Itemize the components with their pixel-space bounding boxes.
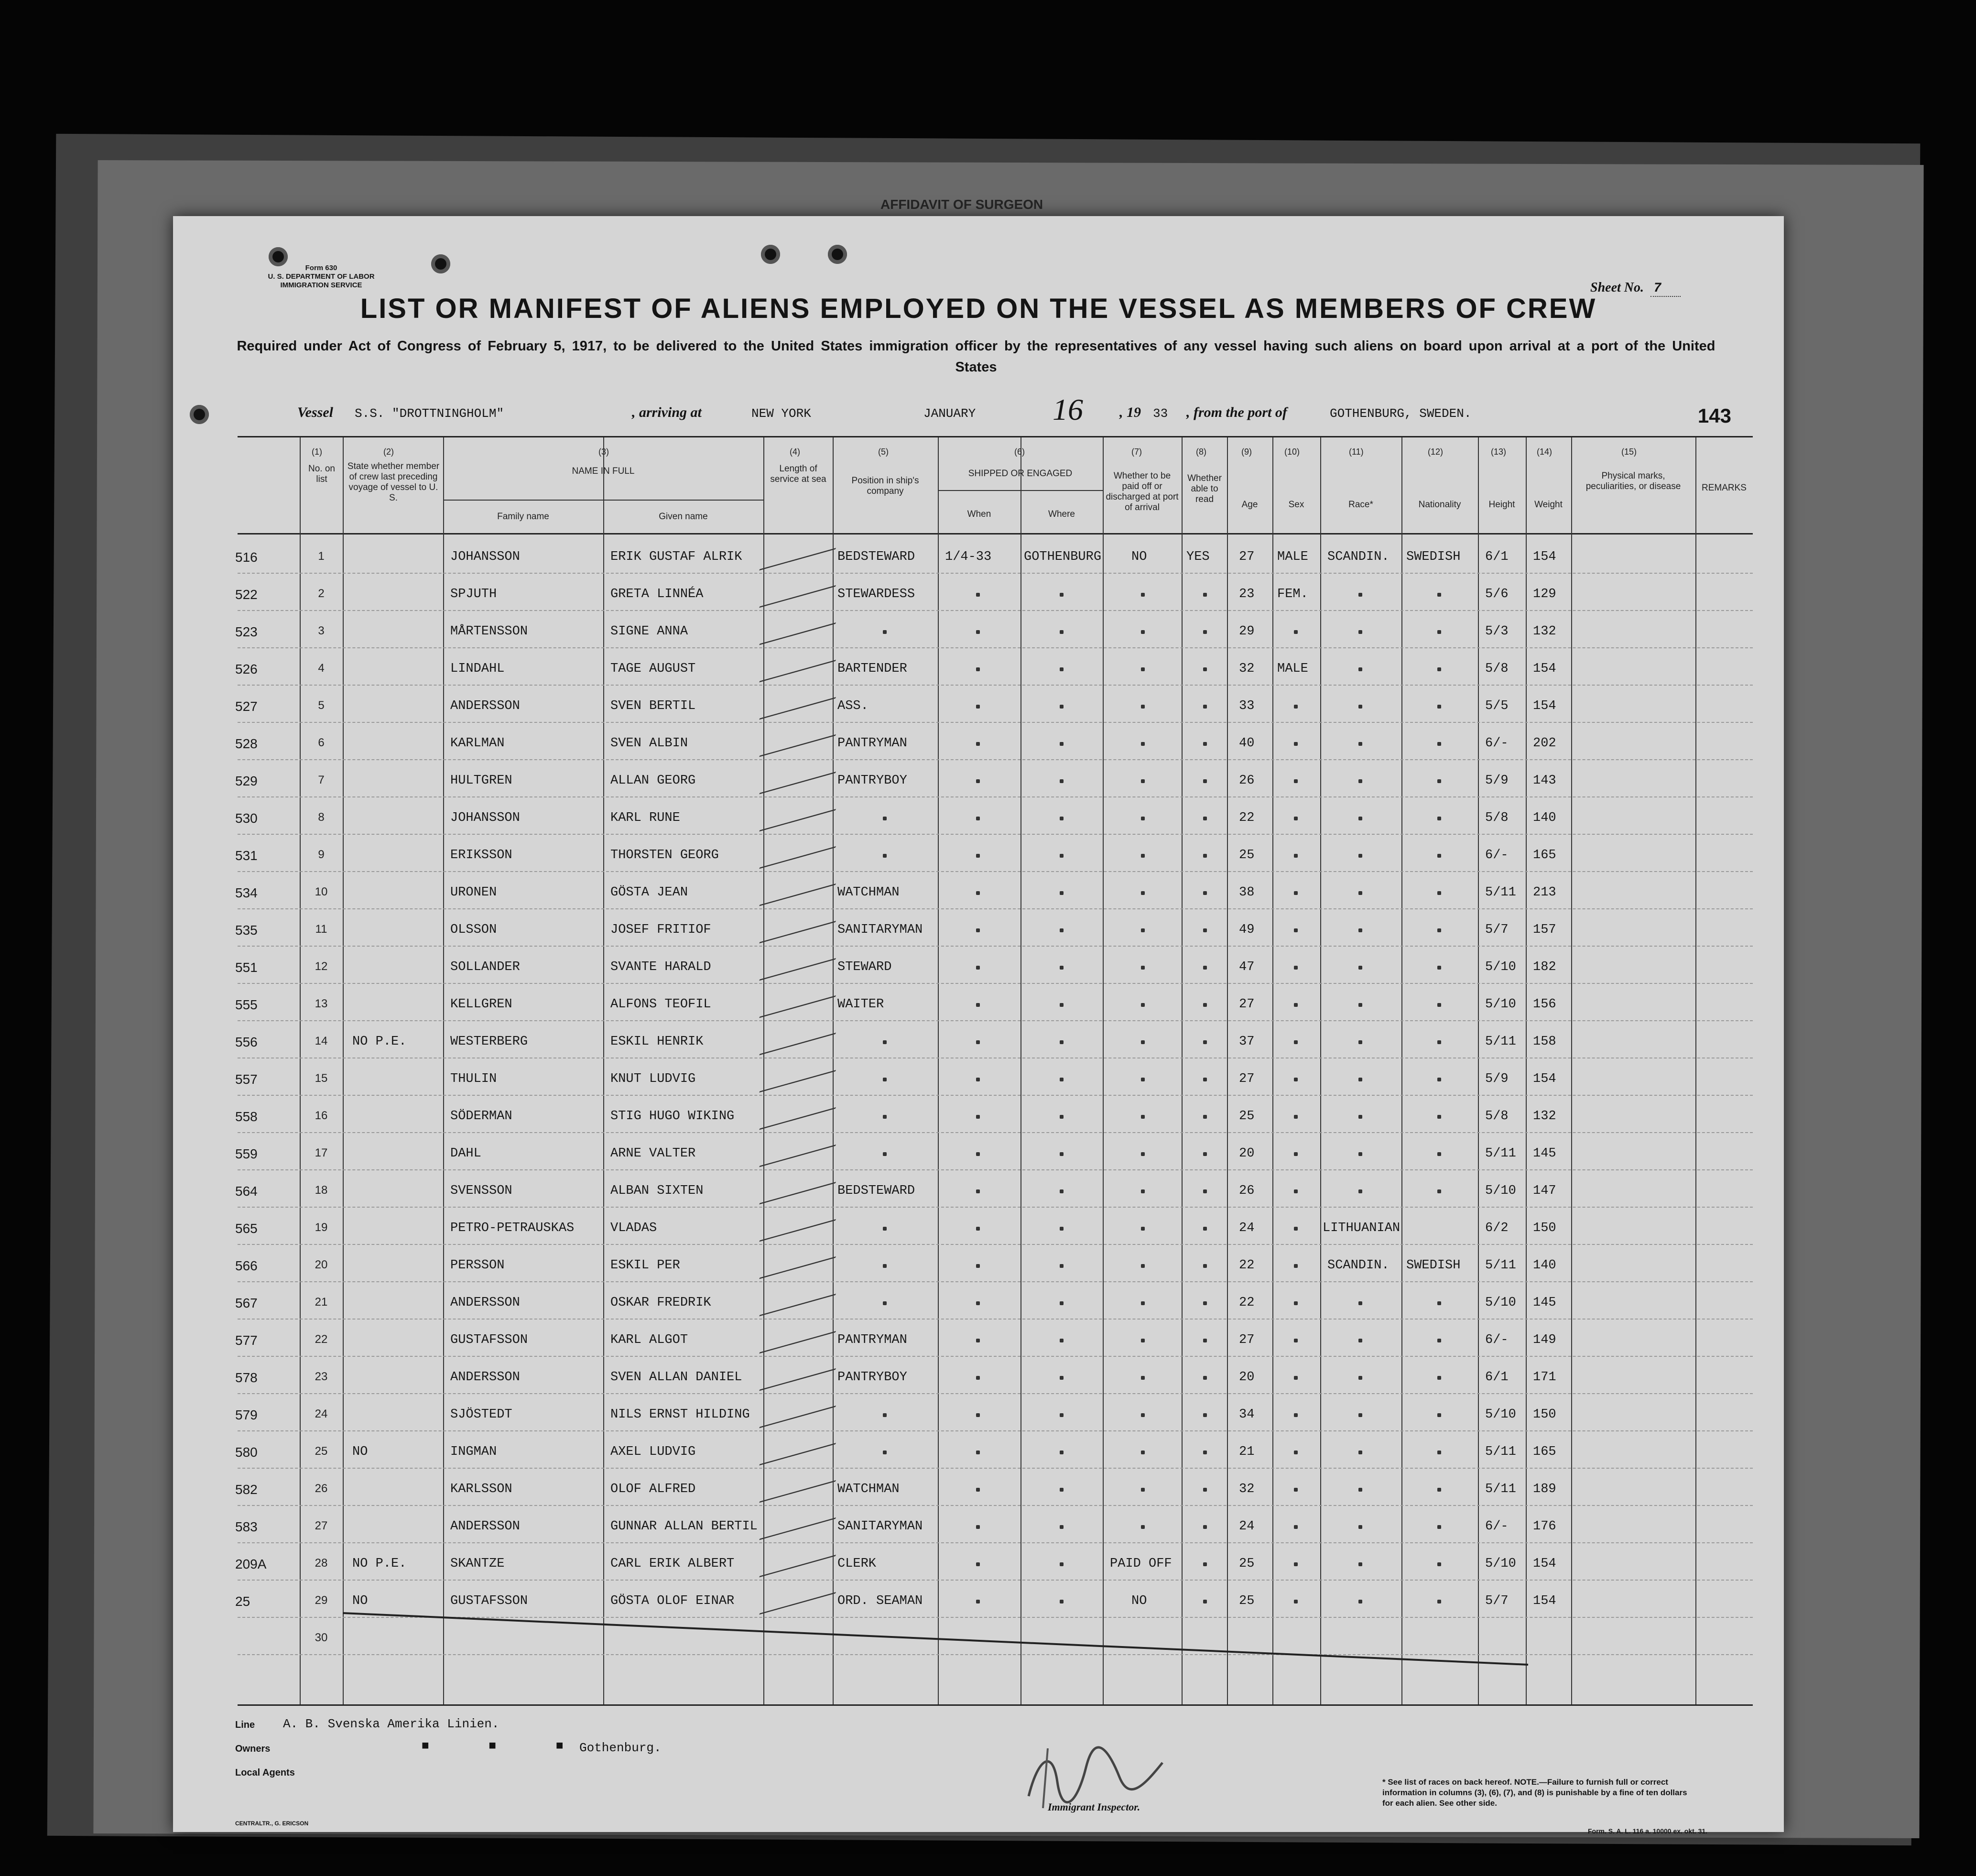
margin-number: 558 xyxy=(235,1109,258,1124)
family-name: SJÖSTEDT xyxy=(450,1407,512,1422)
shipped-when: 1/4-33 xyxy=(945,550,992,564)
row-number: 24 xyxy=(315,1407,328,1420)
family-name: SVENSSON xyxy=(450,1184,512,1198)
form-block: Form 630 U. S. DEPARTMENT OF LABOR IMMIGRATION SERVICE xyxy=(268,264,375,289)
given-name: ALBAN SIXTEN xyxy=(610,1184,704,1198)
height: 6/1 xyxy=(1485,1370,1509,1385)
weight: 176 xyxy=(1533,1519,1556,1534)
nationality: SWEDISH xyxy=(1406,550,1461,564)
weight: 158 xyxy=(1533,1035,1556,1049)
col-header-previous-voyage: State whether member of crew last preceding voyage of vessel to U. S. xyxy=(347,461,440,503)
position: STEWARDESS xyxy=(837,587,915,601)
col-header-when: When xyxy=(967,509,991,519)
position: BARTENDER xyxy=(837,662,907,676)
position: PANTRYMAN xyxy=(837,736,907,751)
family-name: LINDAHL xyxy=(450,662,505,676)
row-number: 14 xyxy=(315,1035,328,1047)
weight: 154 xyxy=(1533,550,1556,564)
margin-number: 551 xyxy=(235,960,258,975)
row-number: 23 xyxy=(315,1370,328,1383)
col-header-nationality: Nationality xyxy=(1418,500,1461,510)
family-name: PETRO-PETRAUSKAS xyxy=(450,1221,575,1235)
race: SCANDIN. xyxy=(1327,550,1390,564)
given-name: SVANTE HARALD xyxy=(610,960,711,974)
given-name: GÖSTA OLOF EINAR xyxy=(610,1594,735,1608)
weight: 157 xyxy=(1533,923,1556,937)
arrival-year: 33 xyxy=(1153,406,1168,421)
given-name: THORSTEN GEORG xyxy=(610,848,719,862)
height: 6/- xyxy=(1485,736,1509,751)
col-header-sex: Sex xyxy=(1288,500,1304,510)
sex: MALE xyxy=(1277,550,1308,564)
position: PANTRYBOY xyxy=(837,774,907,788)
row-number: 10 xyxy=(315,885,328,898)
col-header-family-name: Family name xyxy=(497,512,549,522)
margin-number: 564 xyxy=(235,1184,258,1199)
age: 29 xyxy=(1239,624,1255,639)
height: 5/9 xyxy=(1485,1072,1509,1086)
height: 5/11 xyxy=(1485,1035,1516,1049)
given-name: KNUT LUDVIG xyxy=(610,1072,696,1086)
given-name: GÖSTA JEAN xyxy=(610,885,688,900)
previous-voyage: NO P.E. xyxy=(352,1557,407,1571)
age: 32 xyxy=(1239,662,1255,676)
col-header-weight: Weight xyxy=(1534,500,1563,510)
col-header-paid-off: Whether to be paid off or discharged at port of arrival xyxy=(1106,471,1179,513)
paid-off: PAID OFF xyxy=(1110,1557,1172,1571)
height: 5/10 xyxy=(1485,1407,1516,1422)
margin-number: 25 xyxy=(235,1594,250,1609)
age: 32 xyxy=(1239,1482,1255,1496)
form-code: Form. S. A. L. 116 a. 10000 ex. okt. 31. xyxy=(1588,1827,1708,1835)
crew-table: (1) No. on list (2) State whether member of crew last preceding voyage of vessel to U. S. (3) NAME IN FULL Family name Given name (4) Length of service at sea (5) Position in ship's company (6) SHIPPED OR ENGAGED When Where (7) Whether to be paid off or discharged at port of arrival (8) Whether able to read (9) Age (10) Sex (11) Race* (12) Nationality (13) Height (14) Weight (15) Physical marks, peculiarities, or disease REMARKS 516 1 JOHANSSON ERIK GUSTAF ALRIK BEDSTEWARD 1/4-33 GOTHENBURG NO YES 27 MALE SCANDIN. SWEDISH 6/1 154 522 2 SPJUTH GRETA LINNÉA STEWARDESS 23 FEM. 5/6 129 523 3 MÅRTENSSON SIGNE ANNA 29 5/3 132 526 4 LINDAHL TAGE AUGUST BARTENDER 32 MALE 5/8 154 527 5 ANDERSSON SVEN BERTIL ASS. 33 5/5 154 528 6 KARLMAN SVEN ALBIN PANTRYMAN 40 6/- 202 529 7 HULTGREN ALLAN GEORG PANTRYBOY 26 5/9 143 530 8 JOHANSSON KARL RUNE 22 5/8 140 531 9 ERIKSSON THORSTEN GEORG 25 6/- 165 534 10 URONEN GÖSTA JEAN WATCHMAN 38 5/11 213 535 11 OLSSON JOSEF FRITIOF SANITARYMAN 49 5/7 157 551 12 SOLLANDER SVANTE HARALD STEWARD 47 5/10 182 555 13 KELLGREN ALFONS TEOFIL WAITER 27 5/10 156 556 14 NO P.E. WESTERBERG ESKIL HENRIK 37 5/11 158 557 15 THULIN KNUT LUDVIG 27 5/9 154 558 16 SÖDERMAN STIG HUGO WIKING 25 5/8 132 559 17 DAHL ARNE VALTER 20 5/11 145 564 18 SVENSSON ALBAN SIXTEN BEDSTEWARD 26 5/10 147 565 19 PETRO-PETRAUSKAS VLADAS 24 LITHUANIAN 6/2 150 566 20 PERSSON ESKIL PER 22 SCANDIN. SWEDISH 5/11 140 567 21 ANDERSSON OSKAR FREDRIK 22 5/10 145 577 22 GUSTAFSSON KARL ALGOT PANTRYMAN 27 6/- 149 578 23 ANDERSSON SVEN ALLAN DANIEL PANTRYBOY 20 6/1 171 579 24 SJÖSTEDT NILS ERNST HILDING 34 5/10 150 580 25 NO INGMAN AXEL LUDVIG 21 5/11 165 582 26 KARLSSON OLOF ALFRED WATCHMAN 32 5/11 189 583 27 ANDERSSON GUNNAR ALLAN BERTIL SANITARYMAN 24 6/- 176 209A 28 NO P.E. SKANTZE CARL ERIK ALBERT CLERK PAID OFF 25 5/10 154 25 29 NO GUSTAFSSON GÖSTA OLOF EINAR ORD. SEAMAN NO 25 5/7 154 30 xyxy=(238,436,1753,1706)
given-name: CARL ERIK ALBERT xyxy=(610,1557,735,1571)
weight: 145 xyxy=(1533,1296,1556,1310)
row-number: 26 xyxy=(315,1482,328,1495)
given-name: OSKAR FREDRIK xyxy=(610,1296,711,1310)
height: 5/8 xyxy=(1485,811,1509,825)
row-number: 7 xyxy=(318,774,325,786)
row-number: 6 xyxy=(318,736,325,749)
sex: MALE xyxy=(1277,662,1308,676)
age: 20 xyxy=(1239,1146,1255,1161)
family-name: JOHANSSON xyxy=(450,811,520,825)
margin-number: 557 xyxy=(235,1072,258,1087)
position: BEDSTEWARD xyxy=(837,1184,915,1198)
height: 6/2 xyxy=(1485,1221,1509,1235)
family-name: ANDERSSON xyxy=(450,1370,520,1385)
row-number: 27 xyxy=(315,1519,328,1532)
arrival-month: JANUARY xyxy=(923,406,976,421)
position: STEWARD xyxy=(837,960,892,974)
margin-number: 559 xyxy=(235,1146,258,1161)
family-name: ERIKSSON xyxy=(450,848,512,862)
punch-hole xyxy=(431,254,450,273)
family-name: KELLGREN xyxy=(450,997,512,1012)
weight: 150 xyxy=(1533,1221,1556,1235)
nationality: SWEDISH xyxy=(1406,1258,1461,1273)
row-number: 2 xyxy=(318,587,325,600)
shipped-where: GOTHENBURG xyxy=(1024,550,1102,564)
row-number: 3 xyxy=(318,624,325,637)
height: 6/1 xyxy=(1485,550,1509,564)
height: 5/11 xyxy=(1485,1258,1516,1273)
weight: 213 xyxy=(1533,885,1556,900)
age: 27 xyxy=(1239,550,1255,564)
shipping-line: A. B. Svenska Amerika Linien. xyxy=(283,1717,499,1731)
margin-number: 555 xyxy=(235,997,258,1012)
paid-off: NO xyxy=(1131,550,1147,564)
age: 22 xyxy=(1239,811,1255,825)
punch-hole xyxy=(828,245,847,264)
manifest-number: 143 xyxy=(1697,404,1731,427)
family-name: SPJUTH xyxy=(450,587,497,601)
age: 27 xyxy=(1239,1333,1255,1347)
col-header-remarks: REMARKS xyxy=(1702,483,1747,493)
row-number: 21 xyxy=(315,1296,328,1309)
height: 5/5 xyxy=(1485,699,1509,713)
weight: 156 xyxy=(1533,997,1556,1012)
footnote: * See list of races on back hereof. NOTE.—Failure to furnish full or correct information in columns (3), (6), (7), and (8) is punishable by a fine of ten dollars for each alien. See other side. xyxy=(1382,1778,1687,1808)
family-name: SOLLANDER xyxy=(450,960,520,974)
age: 21 xyxy=(1239,1445,1255,1459)
margin-number: 534 xyxy=(235,885,258,900)
margin-number: 523 xyxy=(235,624,258,639)
weight: 140 xyxy=(1533,811,1556,825)
given-name: VLADAS xyxy=(610,1221,657,1235)
family-name: KARLMAN xyxy=(450,736,505,751)
age: 22 xyxy=(1239,1296,1255,1310)
given-name: OLOF ALFRED xyxy=(610,1482,696,1496)
weight: 154 xyxy=(1533,1072,1556,1086)
punch-hole xyxy=(269,247,288,266)
age: 23 xyxy=(1239,587,1255,601)
weight: 165 xyxy=(1533,1445,1556,1459)
row-number: 17 xyxy=(315,1146,328,1159)
age: 34 xyxy=(1239,1407,1255,1422)
row-number: 15 xyxy=(315,1072,328,1085)
margin-number: 528 xyxy=(235,736,258,751)
age: 38 xyxy=(1239,885,1255,900)
row-number: 28 xyxy=(315,1557,328,1570)
col-header-no: No. on list xyxy=(308,464,335,484)
family-name: KARLSSON xyxy=(450,1482,512,1496)
age: 26 xyxy=(1239,774,1255,788)
margin-number: 516 xyxy=(235,550,258,565)
age: 40 xyxy=(1239,736,1255,751)
given-name: JOSEF FRITIOF xyxy=(610,923,711,937)
margin-number: 530 xyxy=(235,811,258,826)
height: 5/7 xyxy=(1485,1594,1509,1608)
position: SANITARYMAN xyxy=(837,1519,923,1534)
weight: 182 xyxy=(1533,960,1556,974)
row-number: 11 xyxy=(315,923,327,936)
weight: 189 xyxy=(1533,1482,1556,1496)
margin-number: 535 xyxy=(235,923,258,938)
height: 5/8 xyxy=(1485,662,1509,676)
footer: Line A. B. Svenska Amerika Linien. Owners ■ ■ ■ Gothenburg. Local Agents Immigrant Inspector. * See list of races on back hereof. NOTE.—Failure to furnish full or correct information in columns (3), (6), (7), and (8) is punishable by a fine of ten dollars for each alien. See other side. CENTRALTR., G. ERICSON Form. S. A. L. 116 a. 10000 ex. okt. 31. xyxy=(235,1717,1708,1835)
printer-imprint: CENTRALTR., G. ERICSON xyxy=(235,1820,309,1827)
given-name: STIG HUGO WIKING xyxy=(610,1109,735,1123)
weight: 154 xyxy=(1533,662,1556,676)
weight: 140 xyxy=(1533,1258,1556,1273)
col-header-where: Where xyxy=(1048,509,1075,519)
sex: FEM. xyxy=(1277,587,1308,601)
col-header-able-to-read: Whether able to read xyxy=(1187,473,1222,504)
vessel-line: Vessel S.S. "DROTTNINGHOLM" , arriving at NEW YORK JANUARY 16 , 19 33 , from the port of GOTHENBURG, SWEDEN. 143 xyxy=(297,393,1731,427)
age: 20 xyxy=(1239,1370,1255,1385)
page-subtitle: Required under Act of Congress of February 5, 1917, to be delivered to the United States immigration officer by the representatives of any vessel having such aliens on board upon arrival at a port of the United States xyxy=(237,338,1715,375)
given-name: ALLAN GEORG xyxy=(610,774,696,788)
row-number: 13 xyxy=(315,997,328,1010)
col-header-age: Age xyxy=(1241,500,1258,510)
given-name: KARL RUNE xyxy=(610,811,680,825)
closing-line xyxy=(238,437,1753,1704)
weight: 129 xyxy=(1533,587,1556,601)
margin-number: 578 xyxy=(235,1370,258,1385)
col-header-shipped: SHIPPED OR ENGAGED xyxy=(968,469,1073,479)
margin-number: 209A xyxy=(235,1557,267,1571)
margin-number: 567 xyxy=(235,1296,258,1310)
family-name: GUSTAFSSON xyxy=(450,1594,528,1608)
age: 47 xyxy=(1239,960,1255,974)
inspector-label: Immigrant Inspector. xyxy=(1048,1801,1140,1813)
age: 24 xyxy=(1239,1221,1255,1235)
previous-voyage: NO xyxy=(352,1445,368,1459)
given-name: SVEN BERTIL xyxy=(610,699,696,713)
family-name: ANDERSSON xyxy=(450,1519,520,1534)
margin-number: 566 xyxy=(235,1258,258,1273)
col-header-name: NAME IN FULL xyxy=(572,466,635,476)
paid-off: NO xyxy=(1131,1594,1147,1608)
punch-hole xyxy=(190,405,209,424)
height: 5/8 xyxy=(1485,1109,1509,1123)
height: 5/10 xyxy=(1485,960,1516,974)
row-number: 8 xyxy=(318,811,325,824)
row-number: 16 xyxy=(315,1109,328,1122)
arrival-day: 16 xyxy=(1053,393,1083,426)
family-name: PERSSON xyxy=(450,1258,505,1273)
given-name: NILS ERNST HILDING xyxy=(610,1407,750,1422)
age: 33 xyxy=(1239,699,1255,713)
row-number: 12 xyxy=(315,960,328,973)
position: WATCHMAN xyxy=(837,885,900,900)
col-header-position: Position in ship's company xyxy=(851,476,919,496)
family-name: ANDERSSON xyxy=(450,699,520,713)
height: 5/11 xyxy=(1485,885,1516,900)
height: 6/- xyxy=(1485,848,1509,862)
weight: 154 xyxy=(1533,1557,1556,1571)
given-name: ESKIL HENRIK xyxy=(610,1035,704,1049)
margin-number: 531 xyxy=(235,848,258,863)
page-title: LIST OR MANIFEST OF ALIENS EMPLOYED ON THE VESSEL AS MEMBERS OF CREW xyxy=(360,293,1597,324)
age: 27 xyxy=(1239,997,1255,1012)
given-name: GRETA LINNÉA xyxy=(610,587,704,601)
margin-number: 565 xyxy=(235,1221,258,1236)
given-name: KARL ALGOT xyxy=(610,1333,688,1347)
row-number: 4 xyxy=(318,662,325,675)
row-number: 30 xyxy=(315,1631,328,1644)
race: LITHUANIAN xyxy=(1323,1221,1401,1235)
margin-number: 582 xyxy=(235,1482,258,1497)
margin-number: 583 xyxy=(235,1519,258,1534)
col-header-race: Race* xyxy=(1348,500,1373,510)
owners-ditto: ■ ■ ■ xyxy=(422,1739,564,1753)
family-name: SKANTZE xyxy=(450,1557,505,1571)
manifest-page xyxy=(173,197,1784,1835)
margin-number: 580 xyxy=(235,1445,258,1460)
age: 25 xyxy=(1239,1594,1255,1608)
position: PANTRYBOY xyxy=(837,1370,907,1385)
position: WAITER xyxy=(837,997,884,1012)
weight: 154 xyxy=(1533,699,1556,713)
departure-port: GOTHENBURG, SWEDEN. xyxy=(1330,406,1472,421)
height: 6/- xyxy=(1485,1333,1509,1347)
given-name: SIGNE ANNA xyxy=(610,624,688,639)
position: SANITARYMAN xyxy=(837,923,923,937)
height: 5/11 xyxy=(1485,1146,1516,1161)
family-name: THULIN xyxy=(450,1072,497,1086)
age: 26 xyxy=(1239,1184,1255,1198)
age: 22 xyxy=(1239,1258,1255,1273)
margin-number: 556 xyxy=(235,1035,258,1049)
punch-hole xyxy=(761,245,780,264)
height: 5/11 xyxy=(1485,1445,1516,1459)
inspector-signature xyxy=(1019,1739,1182,1811)
height: 5/7 xyxy=(1485,923,1509,937)
height: 5/10 xyxy=(1485,1557,1516,1571)
race: SCANDIN. xyxy=(1327,1258,1390,1273)
margin-number: 527 xyxy=(235,699,258,714)
previous-voyage: NO xyxy=(352,1594,368,1608)
position: ORD. SEAMAN xyxy=(837,1594,923,1608)
weight: 132 xyxy=(1533,624,1556,639)
col-header-given-name: Given name xyxy=(659,512,708,522)
given-name: SVEN ALBIN xyxy=(610,736,688,751)
family-name: GUSTAFSSON xyxy=(450,1333,528,1347)
weight: 165 xyxy=(1533,848,1556,862)
weight: 147 xyxy=(1533,1184,1556,1198)
weight: 143 xyxy=(1533,774,1556,788)
position: ASS. xyxy=(837,699,869,713)
weight: 202 xyxy=(1533,736,1556,751)
height: 5/11 xyxy=(1485,1482,1516,1496)
height: 5/10 xyxy=(1485,997,1516,1012)
margin-number: 522 xyxy=(235,587,258,602)
given-name: ERIK GUSTAF ALRIK xyxy=(610,550,742,564)
age: 27 xyxy=(1239,1072,1255,1086)
given-name: SVEN ALLAN DANIEL xyxy=(610,1370,742,1385)
family-name: WESTERBERG xyxy=(450,1035,528,1049)
age: 49 xyxy=(1239,923,1255,937)
col-header-length-of-service: Length of service at sea xyxy=(770,464,826,484)
position: WATCHMAN xyxy=(837,1482,900,1496)
age: 24 xyxy=(1239,1519,1255,1534)
affidavit-heading: AFFIDAVIT OF SURGEON xyxy=(880,197,1043,212)
age: 37 xyxy=(1239,1035,1255,1049)
row-number: 29 xyxy=(315,1594,328,1607)
age: 25 xyxy=(1239,1109,1255,1123)
weight: 150 xyxy=(1533,1407,1556,1422)
age: 25 xyxy=(1239,848,1255,862)
margin-number: 577 xyxy=(235,1333,258,1348)
given-name: AXEL LUDVIG xyxy=(610,1445,696,1459)
position: BEDSTEWARD xyxy=(837,550,915,564)
height: 5/3 xyxy=(1485,624,1509,639)
given-name: TAGE AUGUST xyxy=(610,662,696,676)
family-name: ANDERSSON xyxy=(450,1296,520,1310)
position: PANTRYMAN xyxy=(837,1333,907,1347)
height: 5/10 xyxy=(1485,1296,1516,1310)
row-number: 20 xyxy=(315,1258,328,1271)
row-number: 19 xyxy=(315,1221,328,1234)
able-to-read: YES xyxy=(1186,550,1210,564)
row-number: 9 xyxy=(318,848,325,861)
arrival-port: NEW YORK xyxy=(751,406,811,421)
family-name: INGMAN xyxy=(450,1445,497,1459)
row-number: 1 xyxy=(318,550,325,563)
weight: 145 xyxy=(1533,1146,1556,1161)
height: 5/10 xyxy=(1485,1184,1516,1198)
given-name: ARNE VALTER xyxy=(610,1146,696,1161)
family-name: DAHL xyxy=(450,1146,481,1161)
row-number: 25 xyxy=(315,1445,328,1458)
position: CLERK xyxy=(837,1557,877,1571)
family-name: URONEN xyxy=(450,885,497,900)
vessel-name: S.S. "DROTTNINGHOLM" xyxy=(355,406,504,421)
previous-voyage: NO P.E. xyxy=(352,1035,407,1049)
weight: 149 xyxy=(1533,1333,1556,1347)
family-name: JOHANSSON xyxy=(450,550,520,564)
col-header-physical-marks: Physical marks, peculiarities, or disease xyxy=(1585,471,1681,491)
row-number: 22 xyxy=(315,1333,328,1346)
family-name: HULTGREN xyxy=(450,774,512,788)
height: 5/6 xyxy=(1485,587,1509,601)
row-number: 5 xyxy=(318,699,325,712)
age: 25 xyxy=(1239,1557,1255,1571)
family-name: OLSSON xyxy=(450,923,497,937)
weight: 154 xyxy=(1533,1594,1556,1608)
height: 6/- xyxy=(1485,1519,1509,1534)
given-name: ESKIL PER xyxy=(610,1258,680,1273)
given-name: ALFONS TEOFIL xyxy=(610,997,711,1012)
row-number: 18 xyxy=(315,1184,328,1197)
family-name: MÅRTENSSON xyxy=(450,624,528,639)
weight: 132 xyxy=(1533,1109,1556,1123)
weight: 171 xyxy=(1533,1370,1556,1385)
sheet-number: Sheet No. 7 xyxy=(1590,280,1681,296)
height: 5/9 xyxy=(1485,774,1509,788)
col-header-height: Height xyxy=(1488,500,1515,510)
family-name: SÖDERMAN xyxy=(450,1109,512,1123)
margin-number: 579 xyxy=(235,1407,258,1422)
margin-number: 529 xyxy=(235,774,258,788)
given-name: GUNNAR ALLAN BERTIL xyxy=(610,1519,758,1534)
margin-number: 526 xyxy=(235,662,258,676)
owners: Gothenburg. xyxy=(579,1741,662,1755)
